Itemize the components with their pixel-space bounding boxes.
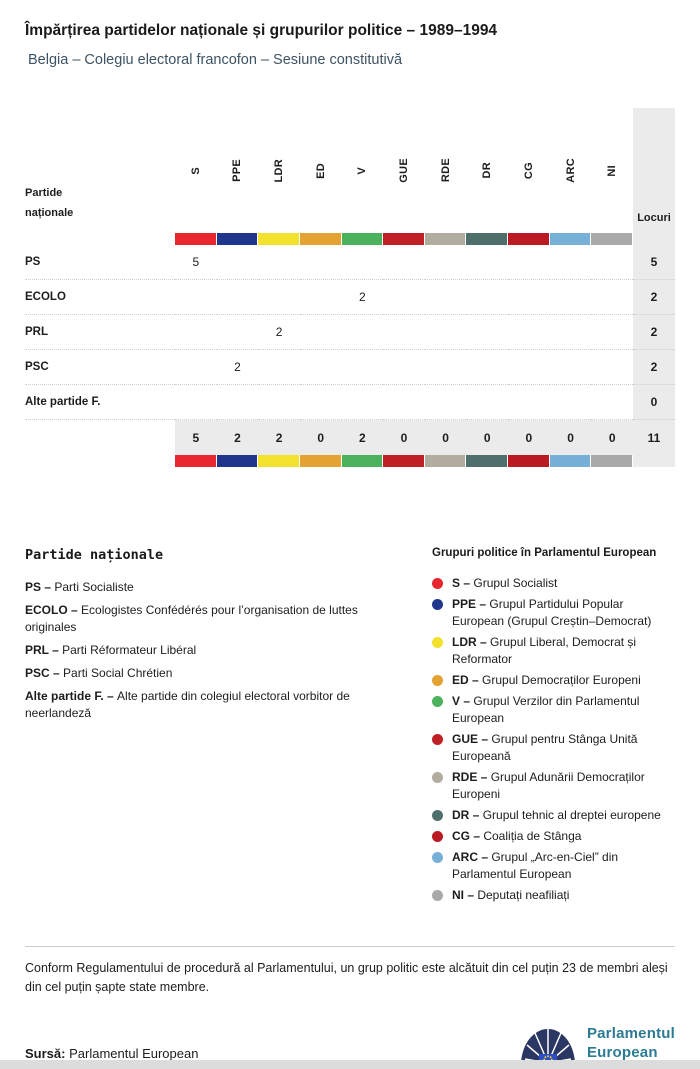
group-color-dot [432,637,443,648]
colorbar-dr-bottom [466,455,508,467]
group-legend [432,547,675,908]
value-cell-ECOLO-DR [466,280,508,315]
colorbar-ni-top [591,233,633,245]
group-legend-text: S – Grupul Socialist [452,576,558,590]
group-header-label: ARC [564,158,577,183]
group-legend-item [432,769,675,803]
group-legend-abbr: DR – [452,808,483,822]
value-cell-PS-GUE [383,245,425,280]
value-cell-PRL-V [342,315,384,350]
party-legend-items [25,579,397,722]
value-cell-PRL-PPE [217,315,259,350]
totals-seats-cell: 11 [633,420,675,455]
value-cell-PRL-DR [466,315,508,350]
party-legend-abbr: ECOLO – [25,603,82,617]
value-cell-PSC-V [342,350,384,385]
party-legend-abbr: PS – [25,580,55,594]
colorbar-seats-bottom [633,455,675,467]
ep-logo-text [587,1025,675,1063]
group-legend-abbr: V – [452,694,474,708]
party-legend-abbr: Alte partide F. – [25,689,118,703]
group-header-cg [508,108,550,233]
group-legend-text: NI – Deputați neafiliați [452,888,570,902]
ep-logo-line1: Parlamentul [586,1024,675,1042]
group-header-label: ED [314,162,327,179]
colorbar-ldr-top [258,233,300,245]
value-cell-ECOLO-CG [508,280,550,315]
value-cell-Alte partide F.-RDE [425,385,467,420]
group-legend-abbr: LDR – [452,635,491,649]
group-header-ppe [217,108,259,233]
group-header-dr [466,108,508,233]
page-subtitle: Belgia – Colegiu electoral francofon – Sesiune constitutivă [28,52,403,68]
group-color-dot [432,852,443,863]
value-cell-Alte partide F.-ED [300,385,342,420]
colorbar-spacer-bottom [25,455,175,467]
value-cell-PSC-PPE: 2 [217,350,259,385]
value-cell-Alte partide F.-S [175,385,217,420]
page-title: Împărțirea partidelor naționale și grupurilor politice – 1989–1994 [25,22,498,39]
value-cell-ECOLO-PPE [217,280,259,315]
value-cell-PRL-NI [591,315,633,350]
colorbar-ppe-top [217,233,259,245]
value-cell-Alte partide F.-PPE [217,385,259,420]
value-cell-ECOLO-S [175,280,217,315]
seats-value-cell-PRL: 2 [633,315,675,350]
group-legend-abbr: S – [452,576,474,590]
legend-section [25,547,675,908]
group-header-v [342,108,384,233]
value-cell-PSC-ARC [550,350,592,385]
party-legend-item: Alte partide F. – Alte partide din colegiul electoral vorbitor de neerlandeză [25,689,350,720]
group-legend-abbr: RDE – [452,770,491,784]
group-color-dot [432,578,443,589]
group-legend-text: LDR – Grupul Liberal, Democrat și Reformator [452,635,637,666]
group-header-label: S [189,166,202,175]
party-name-cell: PSC [25,350,175,385]
value-cell-PS-CG [508,245,550,280]
total-value-cell-DR: 0 [466,420,508,455]
group-legend-text: ED – Grupul Democraților Europeni [452,673,641,687]
seats-value-cell-PSC: 2 [633,350,675,385]
total-value-cell-ARC: 0 [550,420,592,455]
group-legend-item [432,887,675,904]
group-legend-text: CG – Coaliția de Stânga [452,829,582,843]
group-header-label: LDR [273,158,286,183]
source-line [25,1046,198,1061]
value-cell-Alte partide F.-DR [466,385,508,420]
value-cell-ECOLO-LDR [258,280,300,315]
value-cell-Alte partide F.-NI [591,385,633,420]
value-cell-PSC-NI [591,350,633,385]
value-cell-PRL-ARC [550,315,592,350]
value-cell-ECOLO-RDE [425,280,467,315]
group-color-dot [432,810,443,821]
party-legend-item: PS – Parti Socialiste [25,580,134,594]
total-value-cell-CG: 0 [508,420,550,455]
value-cell-PRL-CG [508,315,550,350]
group-legend-abbr: CG – [452,829,484,843]
total-value-cell-LDR: 2 [258,420,300,455]
group-header-label: DR [481,162,494,179]
group-header-label: RDE [439,158,452,183]
value-cell-PSC-ED [300,350,342,385]
group-header-label: PPE [231,159,244,182]
group-legend-item [432,693,675,727]
source-value: Parlamentul European [69,1045,199,1061]
colorbar-ni-bottom [591,455,633,467]
total-value-cell-RDE: 0 [425,420,467,455]
group-header-ed [300,108,342,233]
party-legend [25,547,397,908]
group-header-ldr [258,108,300,233]
value-cell-ECOLO-ARC [550,280,592,315]
value-cell-PS-LDR [258,245,300,280]
value-cell-PS-ED [300,245,342,280]
party-legend-item: PSC – Parti Social Chrétien [25,666,173,680]
party-legend-heading: Partide naționale [25,547,164,563]
colorbar-ppe-bottom [217,455,259,467]
value-cell-PRL-RDE [425,315,467,350]
value-cell-PS-ARC [550,245,592,280]
group-legend-item [432,672,675,689]
colorbar-cg-bottom [508,455,550,467]
group-header-label: GUE [397,158,410,183]
party-legend-item: ECOLO – Ecologistes Confédérés pour l’organisation de luttes originales [25,603,358,634]
value-cell-PS-RDE [425,245,467,280]
footer-divider [25,946,675,947]
colorbar-s-bottom [175,455,217,467]
value-cell-PSC-S [175,350,217,385]
group-header-label: NI [606,164,619,177]
value-cell-PSC-CG [508,350,550,385]
total-value-cell-ED: 0 [300,420,342,455]
group-legend-text: PPE – Grupul Partidului Popular European (Grupul Creștin–Democrat) [452,597,652,628]
value-cell-PRL-ED [300,315,342,350]
value-cell-PRL-S [175,315,217,350]
seats-header-label: Locuri [637,212,671,224]
value-cell-PSC-DR [466,350,508,385]
value-cell-PSC-RDE [425,350,467,385]
source-label: Sursă: [25,1045,66,1061]
group-legend-text: GUE – Grupul pentru Stânga Unită Europeană [452,732,638,763]
party-group-table [25,108,675,467]
colorbar-spacer-top [25,233,175,245]
group-legend-text: ARC – Grupul „Arc-en-Ciel” din Parlamentul European [452,850,619,881]
value-cell-Alte partide F.-GUE [383,385,425,420]
group-legend-text: V – Grupul Verzilor din Parlamentul European [452,694,640,725]
group-legend-abbr: ARC – [452,850,492,864]
row-header-label: Partide naționale [25,187,74,220]
group-legend-item [432,807,675,824]
group-legend-items [432,575,675,904]
ep-logo-line2: European [586,1043,658,1061]
group-header-label: CG [522,161,535,180]
value-cell-Alte partide F.-ARC [550,385,592,420]
value-cell-PS-NI [591,245,633,280]
total-value-cell-S: 5 [175,420,217,455]
group-color-dot [432,734,443,745]
colorbar-v-bottom [342,455,384,467]
group-color-dot [432,772,443,783]
group-legend-abbr: GUE – [452,732,492,746]
party-legend-abbr: PSC – [25,666,64,680]
value-cell-PS-V [342,245,384,280]
colorbar-s-top [175,233,217,245]
group-legend-text: DR – Grupul tehnic al dreptei europene [452,808,661,822]
value-cell-PRL-LDR: 2 [258,315,300,350]
group-header-s [175,108,217,233]
value-cell-PS-S: 5 [175,245,217,280]
group-legend-heading: Grupuri politice în Parlamentul European [432,547,657,559]
row-header-cell [25,108,175,233]
seats-value-cell-ECOLO: 2 [633,280,675,315]
total-value-cell-NI: 0 [591,420,633,455]
value-cell-PSC-LDR [258,350,300,385]
group-legend-item [432,849,675,883]
colorbar-dr-top [466,233,508,245]
group-legend-item [432,731,675,765]
seats-value-cell-Alte partide F.: 0 [633,385,675,420]
value-cell-ECOLO-ED [300,280,342,315]
colorbar-ldr-bottom [258,455,300,467]
party-name-cell: ECOLO [25,280,175,315]
group-header-label: V [356,166,369,175]
colorbar-ed-bottom [300,455,342,467]
group-legend-text: RDE – Grupul Adunării Democraților Europeni [452,770,645,801]
group-color-dot [432,696,443,707]
group-legend-abbr: NI – [452,888,478,902]
total-value-cell-GUE: 0 [383,420,425,455]
totals-spacer [25,420,175,455]
colorbar-v-top [342,233,384,245]
value-cell-PS-DR [466,245,508,280]
value-cell-ECOLO-GUE [383,280,425,315]
group-legend-item [432,634,675,668]
group-header-arc [550,108,592,233]
colorbar-gue-top [383,233,425,245]
group-color-dot [432,675,443,686]
group-legend-abbr: PPE – [452,597,490,611]
group-header-gue [383,108,425,233]
group-legend-abbr: ED – [452,673,483,687]
total-value-cell-PPE: 2 [217,420,259,455]
party-legend-item: PRL – Parti Réformateur Libéral [25,643,197,657]
party-name-cell: PRL [25,315,175,350]
colorbar-seats-top [633,233,675,245]
group-legend-item [432,828,675,845]
party-name-cell: PS [25,245,175,280]
colorbar-cg-top [508,233,550,245]
party-legend-abbr: PRL – [25,643,63,657]
colorbar-rde-bottom [425,455,467,467]
group-color-dot [432,831,443,842]
colorbar-gue-bottom [383,455,425,467]
group-color-dot [432,599,443,610]
value-cell-ECOLO-V: 2 [342,280,384,315]
value-cell-Alte partide F.-LDR [258,385,300,420]
colorbar-arc-top [550,233,592,245]
value-cell-PS-PPE [217,245,259,280]
group-legend-item [432,596,675,630]
value-cell-Alte partide F.-V [342,385,384,420]
value-cell-Alte partide F.-CG [508,385,550,420]
colorbar-ed-top [300,233,342,245]
party-name-cell: Alte partide F. [25,385,175,420]
seats-header-cell [633,108,675,233]
footnote: Conform Regulamentului de procedură al Parlamentului, un grup politic este alcătuit din cel puțin 23 de membri aleși din cel puțin șapte state membre. [25,961,668,994]
group-legend-item [432,575,675,592]
value-cell-ECOLO-NI [591,280,633,315]
value-cell-PRL-GUE [383,315,425,350]
colorbar-rde-top [425,233,467,245]
page-bottom-strip [0,1060,700,1069]
value-cell-PSC-GUE [383,350,425,385]
seats-value-cell-PS: 5 [633,245,675,280]
colorbar-arc-bottom [550,455,592,467]
group-color-dot [432,890,443,901]
group-header-ni [591,108,633,233]
group-header-rde [425,108,467,233]
total-value-cell-V: 2 [342,420,384,455]
